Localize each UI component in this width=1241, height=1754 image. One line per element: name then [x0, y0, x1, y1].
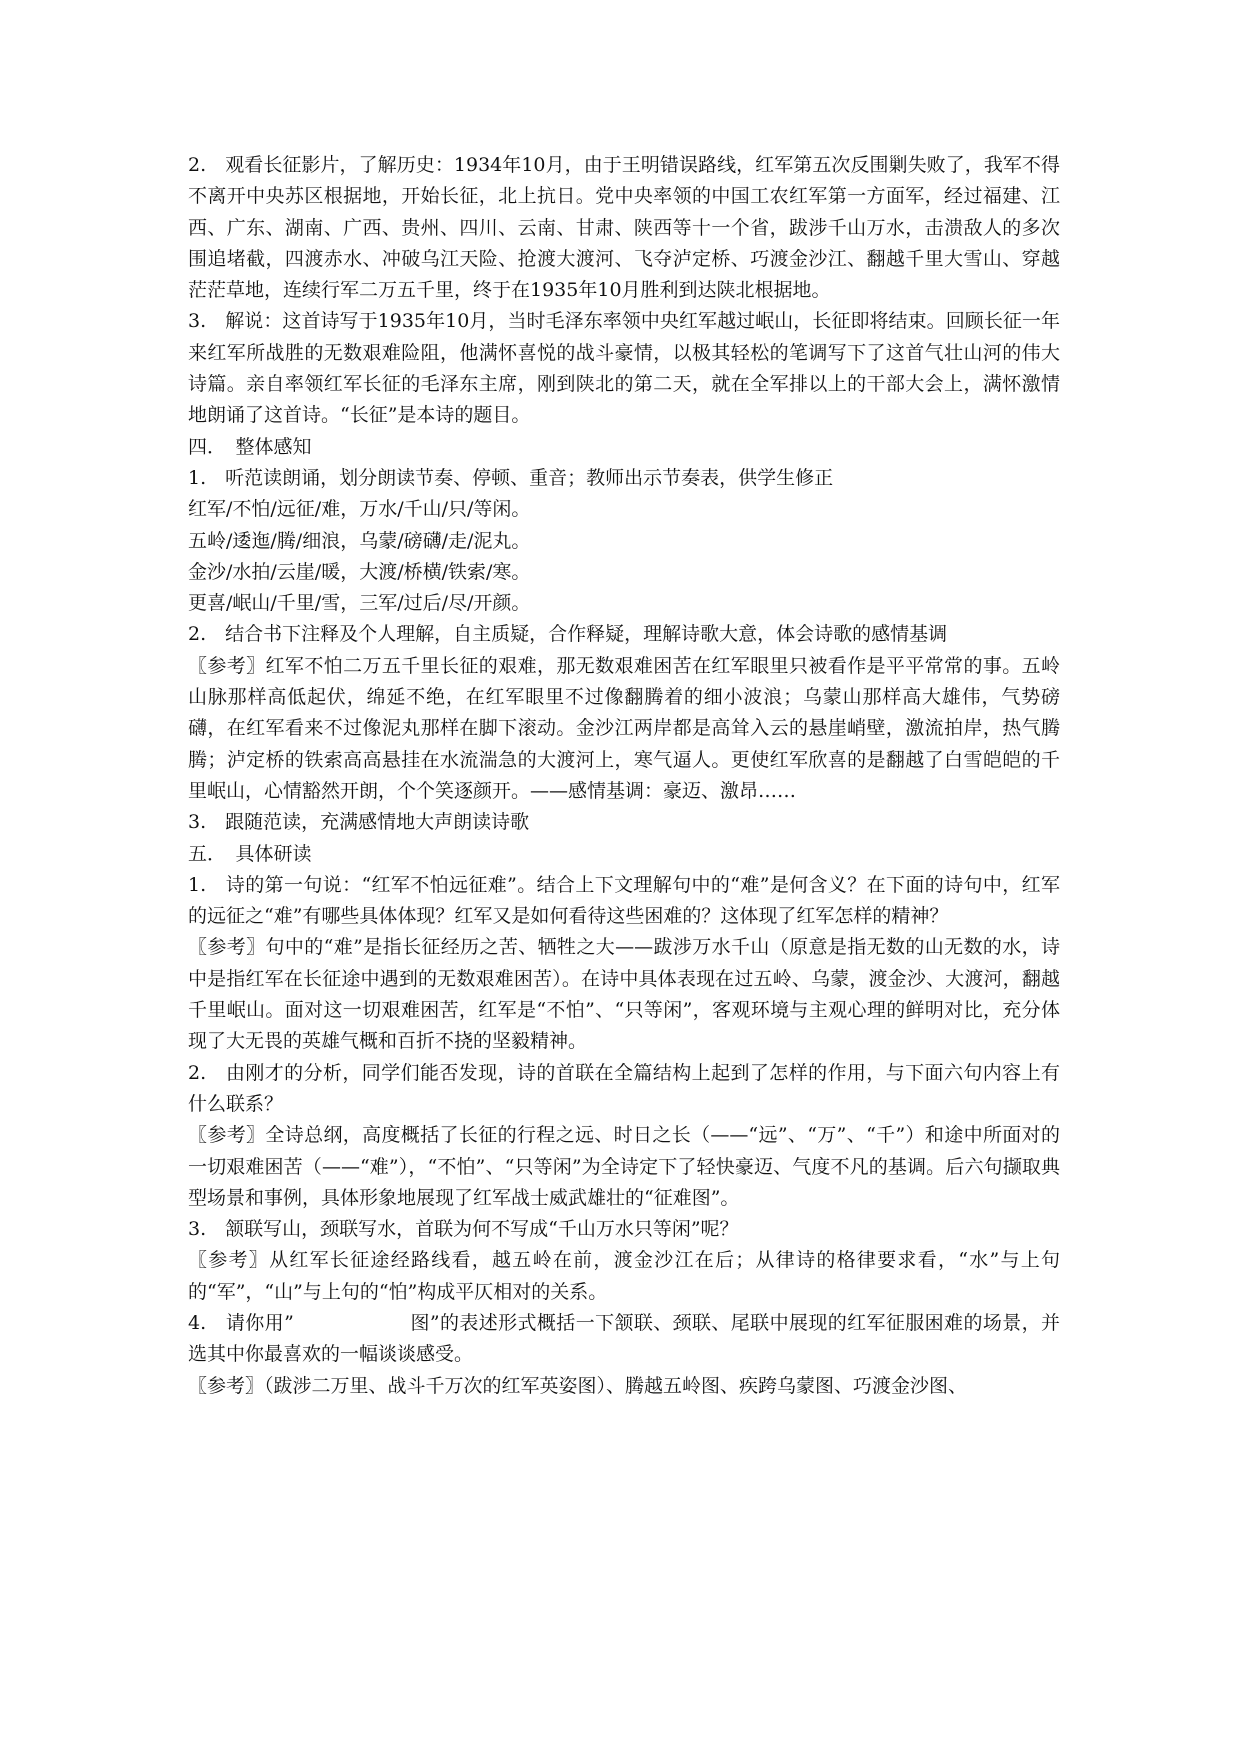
question-3: 3. 颔联写山，颈联写水，首联为何不写成“千山万水只等闲”呢？ [188, 1218, 739, 1241]
question-1: 1. 诗的第一句说：“红军不怕远征难”。结合上下文理解句中的“难”是何含义？在下面的诗句中，红军的远征之“难”有哪些具体体现？红军又是如何看待这些困难的？这体现了红军怎样的精神？ [188, 873, 1060, 928]
paragraph-reference-meaning: 〖参考〗红军不怕二万五千里长征的艰难，那无数艰难困苦在红军眼里只被看作是平平常常的事。五岭山脉那样高低起伏，绵延不绝，在红军眼里不过像翻腾着的细小波浪；乌蒙山那样高大雄伟，气势磅礴，在红军看来不过像泥丸那样在脚下滚动。金沙江两岸都是高耸入云的悬崖峭壁，激流拍岸，热气腾腾；泸定桥的铁索高高悬挂在水流湍急的大渡河上，寒气逼人。更使红军欣喜的是翻越了白雪皑皑的千里岷山，心情豁然开朗，个个笑逐颜开。——感情基调：豪迈、激昂…… [188, 654, 1060, 802]
paragraph-poem-commentary: 3. 解说：这首诗写于1935年10月，当时毛泽东率领中央红军越过岷山，长征即将结束。回顾长征一年来红军所战胜的无数艰难险阻，他满怀喜悦的战斗豪情，以极其轻松的笔调写下了这首气壮山河的伟大诗篇。亲自率领红军长征的毛泽东主席，刚到陕北的第二天，就在全军排以上的干部大会上，满怀激情地朗诵了这首诗。“长征”是本诗的题目。 [188, 310, 1060, 427]
question-2: 2. 由刚才的分析，同学们能否发现，诗的首联在全篇结构上起到了怎样的作用，与下面六句内容上有什么联系？ [188, 1061, 1060, 1115]
paragraph-history-background: 2. 观看长征影片，了解历史：1934年10月，由于王明错误路线，红军第五次反围剿失败了，我军不得不离开中央苏区根据地，开始长征，北上抗日。党中央率领的中国工农红军第一方面军，经过福建、江西、广东、湖南、广西、贵州、四川、云南、甘肃、陕西等十一个省，跋涉千山万水，击溃敌人的多次围追堵截，四渡赤水、冲破乌江天险、抢渡大渡河、飞夺泸定桥、巧渡金沙江、翻越千里大雪山、穿越茫茫草地，连续行军二万五千里，终于在1935年10月胜利到达陕北根据地。 [188, 154, 1060, 302]
paragraph-read-aloud: 3. 跟随范读，充满感情地大声朗读诗歌 [188, 811, 530, 834]
question-4: 4. 请你用” 图”的表述形式概括一下颔联、颈联、尾联中展现的红军征服困难的场景，并选其中你最喜欢的一幅谈谈感受。 [188, 1311, 1060, 1366]
answer-2: 〖参考〗全诗总纲，高度概括了长征的行程之远、时日之长（——“远”、“万”、“千”）和途中所面对的一切艰难困苦（——“难”），“不怕”、“只等闲”为全诗定下了轻快豪迈、气度不凡的基调。后六句撷取典型场景和事例，具体形象地展现了红军战士威武雄壮的“征难图”。 [188, 1124, 1060, 1209]
answer-4: 〖参考〗（跋涉二万里、战斗千万次的红军英姿图）、腾越五岭图、疾跨乌蒙图、巧渡金沙图、 [188, 1374, 968, 1397]
document-page [188, 150, 1060, 1402]
section-heading-overall-perception: 四． 整体感知 [188, 435, 312, 458]
poem-line-1: 红军/不怕/远征/难，万水/千山/只/等闲。 [188, 498, 531, 521]
answer-3: 〖参考〗从红军长征途经路线看，越五岭在前，渡金沙江在后；从律诗的格律要求看，“水”与上句的“军”，“山”与上句的“怕”构成平仄相对的关系。 [188, 1249, 1060, 1303]
paragraph-reading-rhythm: 1. 听范读朗诵，划分朗读节奏、停顿、重音；教师出示节奏表，供学生修正 [188, 466, 834, 489]
section-heading-detailed-study: 五． 具体研读 [188, 842, 312, 865]
poem-line-4: 更喜/岷山/千里/雪，三军/过后/尽/开颜。 [188, 592, 531, 615]
poem-line-3: 金沙/水拍/云崖/暖，大渡/桥横/铁索/寒。 [188, 560, 531, 583]
poem-line-2: 五岭/逶迤/腾/细浪，乌蒙/磅礴/走/泥丸。 [188, 529, 531, 552]
paragraph-understand-meaning: 2. 结合书下注释及个人理解，自主质疑，合作释疑，理解诗歌大意，体会诗歌的感情基调 [188, 623, 948, 646]
answer-1: 〖参考〗句中的“难”是指长征经历之苦、牺牲之大——跋涉万水千山（原意是指无数的山无数的水，诗中是指红军在长征途中遇到的无数艰难困苦）。在诗中具体表现在过五岭、乌蒙，渡金沙、大渡河，翻越千里岷山。面对这一切艰难困苦，红军是“不怕”、“只等闲”，客观环境与主观心理的鲜明对比，充分体现了大无畏的英雄气概和百折不挠的坚毅精神。 [188, 936, 1060, 1053]
